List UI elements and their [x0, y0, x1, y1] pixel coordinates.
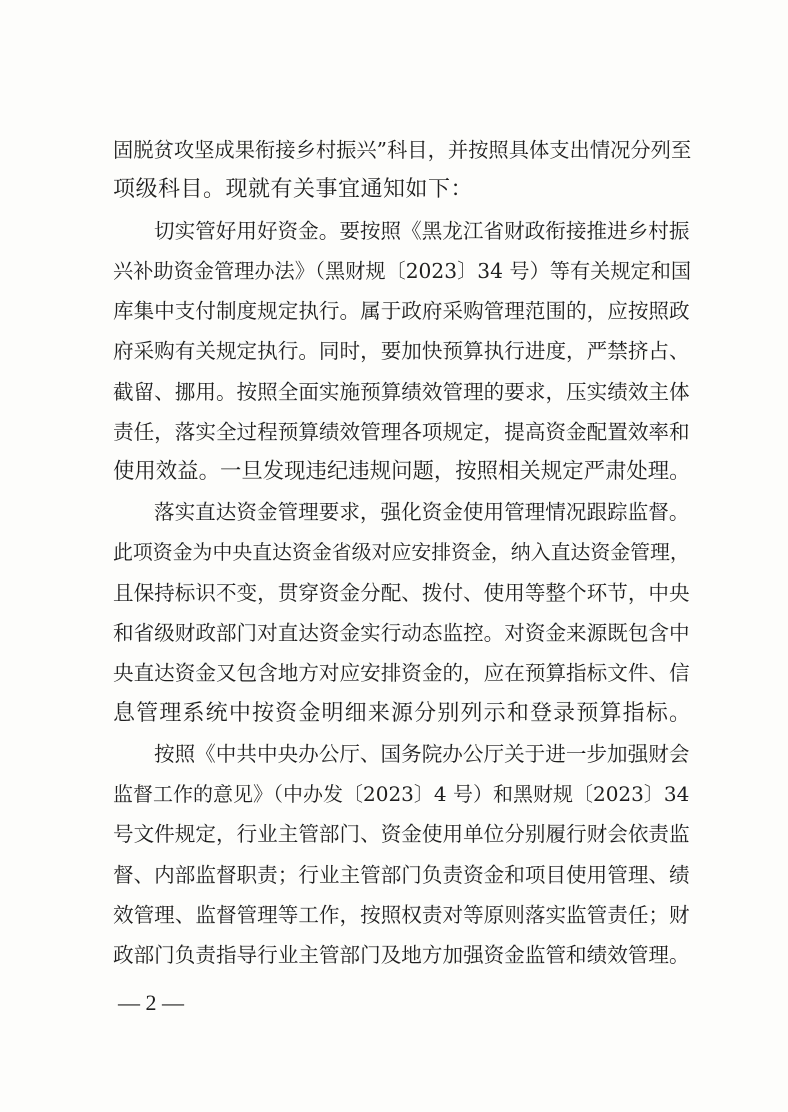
text-line: 固脱贫攻坚成果衔接乡村振兴”科目，并按照具体支出情况分列至 — [113, 138, 692, 162]
text-line: 府采购有关规定执行。同时，要加快预算执行进度，严禁挤占、 — [113, 339, 690, 363]
text-line: 效管理、监督管理等工作，按照权责对等原则落实监管责任；财 — [113, 903, 690, 927]
text-line: 责任，落实全过程预算绩效管理各项规定，提高资金配置效率和 — [113, 420, 690, 444]
text-line: 项级科目。现就有关事宜通知如下： — [113, 177, 474, 202]
text-line: 兴补助资金管理办法》（黑财规〔2023〕34 号）等有关规定和国 — [113, 259, 692, 283]
page-number: — 2 — — [118, 990, 184, 1015]
text-line: 按照《中共中央办公厅、国务院办公厅关于进一步加强财会 — [154, 742, 690, 766]
text-line: 落实直达资金管理要求，强化资金使用管理情况跟踪监督。 — [154, 500, 690, 524]
text-line: 政部门负责指导行业主管部门及地方加强资金监管和绩效管理。 — [113, 943, 690, 967]
text-line: 号文件规定，行业主管部门、资金使用单位分别履行财会依责监 — [113, 822, 690, 846]
text-line: 央直达资金又包含地方对应安排资金的，应在预算指标文件、信 — [113, 661, 690, 685]
text-line: 库集中支付制度规定执行。属于政府采购管理范围的，应按照政 — [113, 299, 690, 323]
text-line: 监督工作的意见》（中办发〔2023〕4 号）和黑财规〔2023〕34 — [113, 782, 690, 806]
text-line: 截留、挪用。按照全面实施预算绩效管理的要求，压实绩效主体 — [113, 380, 690, 404]
text-line: 使用效益。一旦发现违纪违规问题，按照相关规定严肃处理。 — [113, 459, 691, 484]
text-line: 此项资金为中央直达资金省级对应安排资金，纳入直达资金管理， — [113, 541, 690, 564]
text-line: 切实管好用好资金。要按照《黑龙江省财政衔接推进乡村振 — [154, 219, 690, 243]
text-line: 督、内部监督职责；行业主管部门负责资金和项目使用管理、绩 — [113, 863, 690, 887]
text-line: 和省级财政部门对直达资金实行动态监控。对资金来源既包含中 — [113, 621, 690, 645]
text-line: 且保持标识不变，贯穿资金分配、拨付、使用等整个环节，中央 — [113, 581, 690, 605]
text-line: 息管理系统中按资金明细来源分别列示和登录预算指标。 — [113, 701, 693, 726]
